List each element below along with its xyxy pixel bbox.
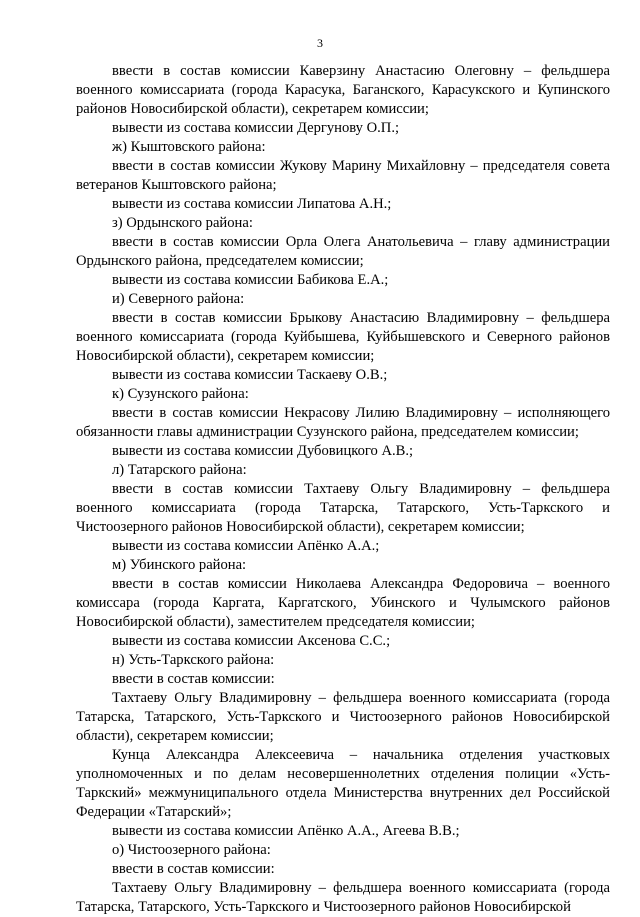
paragraph: ввести в состав комиссии:: [112, 861, 275, 877]
section-heading: и) Северного района:: [112, 291, 245, 307]
paragraph: вывести из состава комиссии Апёнко А.А.;: [112, 538, 380, 554]
section-heading: ж) Кыштовского района:: [112, 139, 266, 155]
paragraph: вывести из состава комиссии Бабикова Е.А.;: [112, 272, 389, 288]
section-heading: к) Сузунского района:: [112, 386, 249, 402]
section-heading: л) Татарского района:: [112, 462, 247, 478]
paragraph: ввести в состав комиссии Орла Олега Анатольевича – главу администрации Ордынского района, председателем комиссии;: [76, 234, 610, 269]
section-heading: з) Ордынского района:: [112, 215, 253, 231]
paragraph: вывести из состава комиссии Аксенова С.С.;: [112, 633, 391, 649]
paragraph: вывести из состава комиссии Дергунову О.П.;: [112, 120, 400, 136]
paragraph: ввести в состав комиссии:: [112, 671, 275, 687]
paragraph: ввести в состав комиссии Некрасову Лилию Владимировну – исполняющего обязанности главы администрации Сузунского района, председателем комиссии;: [76, 405, 610, 440]
paragraph: вывести из состава комиссии Дубовицкого А.В.;: [112, 443, 414, 459]
paragraph: вывести из состава комиссии Липатова А.Н.;: [112, 196, 392, 212]
paragraph: Тахтаеву Ольгу Владимировну – фельдшера военного комиссариата (города Татарска, Татарского, Усть-Таркского и Чистоозерного районов Новосибирской: [76, 880, 610, 915]
page-number: 3: [317, 36, 323, 50]
paragraph: вывести из состава комиссии Апёнко А.А., Агеева В.В.;: [112, 823, 460, 839]
paragraph: ввести в состав комиссии Тахтаеву Ольгу Владимировну – фельдшера военного комиссариата (города Татарска, Татарского, Усть-Таркского и Чистоозерного районов Новосибирской области), секретарем комиссии;: [76, 481, 610, 535]
paragraph: ввести в состав комиссии Жукову Марину Михайловну – председателя совета ветеранов Кыштовского района;: [76, 158, 610, 193]
paragraph: Кунца Александра Алексеевича – начальника отделения участковых уполномоченных и по делам несовершеннолетних отделения полиции «Усть-Таркский» межмуниципального отдела Министерства внутренних дел Российской Федерации «Татарский»;: [76, 747, 610, 820]
document-body: [76, 62, 610, 917]
section-heading: м) Убинского района:: [112, 557, 247, 573]
paragraph: вывести из состава комиссии Таскаеву О.В.;: [112, 367, 388, 383]
paragraph: ввести в состав комиссии Каверзину Анастасию Олеговну – фельдшера военного комиссариата (города Карасука, Баганского, Карасукского и Купинского районов Новосибирской области), секретарем комиссии;: [76, 63, 610, 117]
paragraph: Тахтаеву Ольгу Владимировну – фельдшера военного комиссариата (города Татарска, Татарского, Усть-Таркского и Чистоозерного районов Новосибирской области), секретарем комиссии;: [76, 690, 610, 744]
section-heading: о) Чистоозерного района:: [112, 842, 271, 858]
section-heading: н) Усть-Таркского района:: [112, 652, 275, 668]
paragraph: ввести в состав комиссии Брыкову Анастасию Владимировну – фельдшера военного комиссариата (города Куйбышева, Куйбышевского и Северного районов Новосибирской области), секретарем комиссии;: [76, 310, 610, 364]
paragraph: ввести в состав комиссии Николаева Александра Федоровича – военного комиссара (города Каргата, Каргатского, Убинского и Чулымского районов Новосибирской области), заместителем председателя комиссии;: [76, 576, 610, 630]
